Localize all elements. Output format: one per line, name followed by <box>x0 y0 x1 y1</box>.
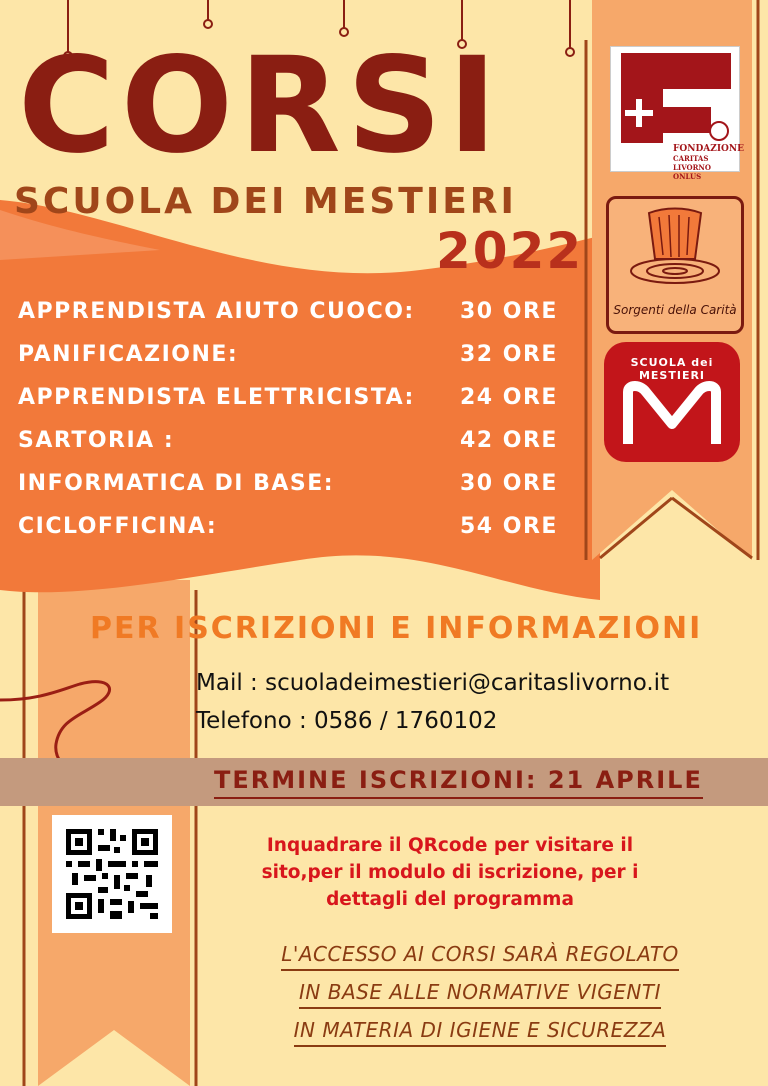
course-list <box>18 290 578 548</box>
notice-line-2 <box>220 982 740 1002</box>
qr-code-box <box>52 815 172 933</box>
course-item <box>18 505 578 548</box>
scuola-logo <box>604 342 740 462</box>
sorgenti-logo-label: Sorgenti della Carità <box>613 303 737 317</box>
course-name: INFORMATICA DI BASE: <box>18 471 335 496</box>
course-name: APPRENDISTA AIUTO CUOCO: <box>18 299 415 324</box>
course-name: CICLOFFICINA: <box>18 514 218 539</box>
course-item <box>18 333 578 376</box>
course-hours: 54 ORE <box>460 514 558 539</box>
sorgenti-logo <box>606 196 744 334</box>
fondazione-line2: CARITAS LIVORNO <box>673 154 711 172</box>
course-name: SARTORIA : <box>18 428 175 453</box>
notice-text-3: IN MATERIA DI IGIENE E SICUREZZA <box>294 1018 667 1047</box>
page-subtitle: SCUOLA DEI MESTIERI <box>14 181 517 222</box>
page-title: CORSI <box>18 29 503 183</box>
course-item <box>18 419 578 462</box>
contact-phone: Telefono : 0586 / 1760102 <box>196 708 498 734</box>
notice-line-1 <box>220 944 740 964</box>
course-item <box>18 462 578 505</box>
course-hours: 32 ORE <box>460 342 558 367</box>
deadline-label: TERMINE ISCRIZIONI: 21 APRILE <box>214 766 703 799</box>
fondazione-logo <box>610 46 744 181</box>
info-heading: PER ISCRIZIONI E INFORMAZIONI <box>90 611 703 646</box>
course-hours: 30 ORE <box>460 299 558 324</box>
notice-text-2: IN BASE ALLE NORMATIVE VIGENTI <box>299 980 661 1009</box>
year-label: 2022 <box>436 222 584 280</box>
course-item <box>18 376 578 419</box>
fondazione-line1: FONDAZIONE <box>673 144 744 154</box>
fondazione-logo-text <box>673 145 744 181</box>
qr-instruction: Inquadrare il QRcode per visitare il sito,per il modulo di iscrizione, per i dettagli del programma <box>261 835 639 910</box>
contact-mail: Mail : scuoladeimestieri@caritaslivorno.it <box>196 670 670 696</box>
course-hours: 42 ORE <box>460 428 558 453</box>
scuola-m-icon <box>618 378 726 452</box>
fountain-icon <box>609 199 741 299</box>
scuola-logo-label: SCUOLA dei MESTIERI <box>630 356 714 382</box>
notice-line-3 <box>220 1020 740 1040</box>
fondazione-line3: ONLUS <box>673 172 702 181</box>
course-hours: 30 ORE <box>460 471 558 496</box>
course-item <box>18 290 578 333</box>
course-hours: 24 ORE <box>460 385 558 410</box>
notice-text-1: L'ACCESSO AI CORSI SARÀ REGOLATO <box>281 942 679 971</box>
course-name: APPRENDISTA ELETTRICISTA: <box>18 385 415 410</box>
course-name: PANIFICAZIONE: <box>18 342 239 367</box>
qr-code-icon <box>52 815 172 933</box>
